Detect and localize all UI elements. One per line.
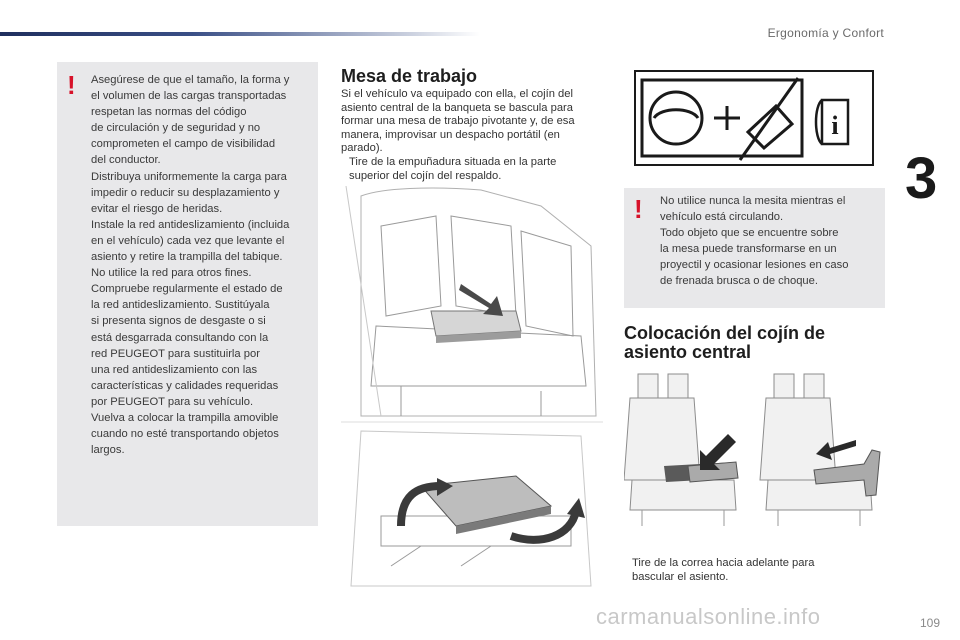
warning-left-line: impedir o reducir su desplazamiento y [91, 186, 280, 199]
mesa-bullet [341, 156, 603, 183]
colocacion-body [624, 557, 886, 584]
warning-right-text [660, 193, 882, 290]
warning-left-line: Compruebe regularmente el estado de [91, 283, 283, 296]
exclamation-icon: ! [67, 70, 76, 100]
mesa-bullet-line: Tire de la empuñadura situada en la parte [349, 155, 557, 168]
warning-left-text [91, 72, 317, 458]
warning-left-line: una red antideslizamiento con las [91, 363, 258, 376]
colocacion-bullet [624, 557, 886, 584]
exclamation-icon: ! [634, 194, 643, 224]
warning-left-line: en el vehículo) cada vez que levante el [91, 234, 285, 247]
warning-right-line: vehículo está circulando. [660, 211, 784, 224]
warning-right-line: de frenada brusca o de choque. [660, 275, 818, 288]
warning-left-line: está desgarrada consultando con la [91, 331, 269, 344]
warning-left-line: Distribuya uniformemente la carga para [91, 170, 287, 183]
worktable-illustration [341, 186, 603, 598]
warning-left-line: de circulación y de seguridad y no [91, 122, 261, 135]
section-title: Ergonomía y Confort [767, 26, 884, 40]
mesa-line: parado). [341, 142, 383, 155]
warning-left-line: por PEUGEOT para su vehículo. [91, 395, 254, 408]
mesa-title: Mesa de trabajo [341, 66, 478, 86]
warning-left-line: la red antideslizamiento. Sustitúyala [91, 299, 270, 312]
warning-box-left [57, 62, 318, 526]
warning-left-line: largos. [91, 444, 125, 457]
warning-left-line: respetan las normas del código [91, 106, 247, 119]
mesa-line: formar una mesa de trabajo pivotante y, de esa [341, 115, 575, 128]
warning-left-line: asiento y retire la trampilla del tabique. [91, 251, 283, 264]
colocacion-title [624, 324, 825, 362]
warning-left-line: Vuelva a colocar la trampilla amovible [91, 411, 279, 424]
warning-left-line: características y calidades requeridas [91, 379, 279, 392]
colocacion-title-line1: Colocación del cojín de [624, 323, 826, 343]
warning-left-line: Asegúrese de que el tamaño, la forma y [91, 74, 290, 86]
warning-left-line: si presenta signos de desgaste o si [91, 315, 266, 328]
chapter-number: 3 [905, 146, 938, 211]
mesa-line: manera, improvisar un despacho portátil (en [341, 128, 560, 141]
warning-left-line: del conductor. [91, 154, 161, 167]
warning-left-line: evitar el riesgo de heridas. [91, 202, 223, 215]
header-bar [0, 32, 480, 36]
page-number: 109 [919, 616, 940, 630]
warning-left-line: el volumen de las cargas transportadas [91, 90, 287, 103]
warning-left-line: red PEUGEOT para sustituirla por [91, 347, 260, 360]
warning-box-right [624, 188, 885, 308]
warning-right-line: No utilice nunca la mesita mientras el [660, 195, 846, 207]
mesa-bullet-line: superior del cojín del respaldo. [349, 169, 502, 182]
watermark: carmanualsonline.info [596, 604, 821, 629]
warning-right-line: proyectil y ocasionar lesiones en caso [660, 259, 849, 272]
colocacion-bullet-line: bascular el asiento. [632, 570, 729, 583]
mesa-line: Si el vehículo va equipado con ella, el cojín del [341, 88, 573, 100]
seat-cushion-illustration [624, 370, 886, 538]
warning-left-line: cuando no esté transportando objetos [91, 428, 279, 441]
colocacion-bullet-line: Tire de la correa hacia adelante para [632, 557, 815, 569]
mesa-body [341, 88, 603, 183]
warning-left-line: comprometen el campo de visibilidad [91, 138, 276, 151]
no-table-while-driving-pictogram [634, 70, 874, 166]
svg-text:i: i [831, 111, 839, 140]
warning-left-line: Instale la red antideslizamiento (incluida [91, 218, 290, 231]
colocacion-title-line2: asiento central [624, 342, 752, 362]
warning-right-line: Todo objeto que se encuentre sobre [660, 227, 839, 240]
mesa-line: asiento central de la banqueta se bascula para [341, 101, 573, 114]
warning-left-line: No utilice la red para otros fines. [91, 267, 252, 280]
warning-right-line: la mesa puede transformarse en un [660, 243, 837, 256]
